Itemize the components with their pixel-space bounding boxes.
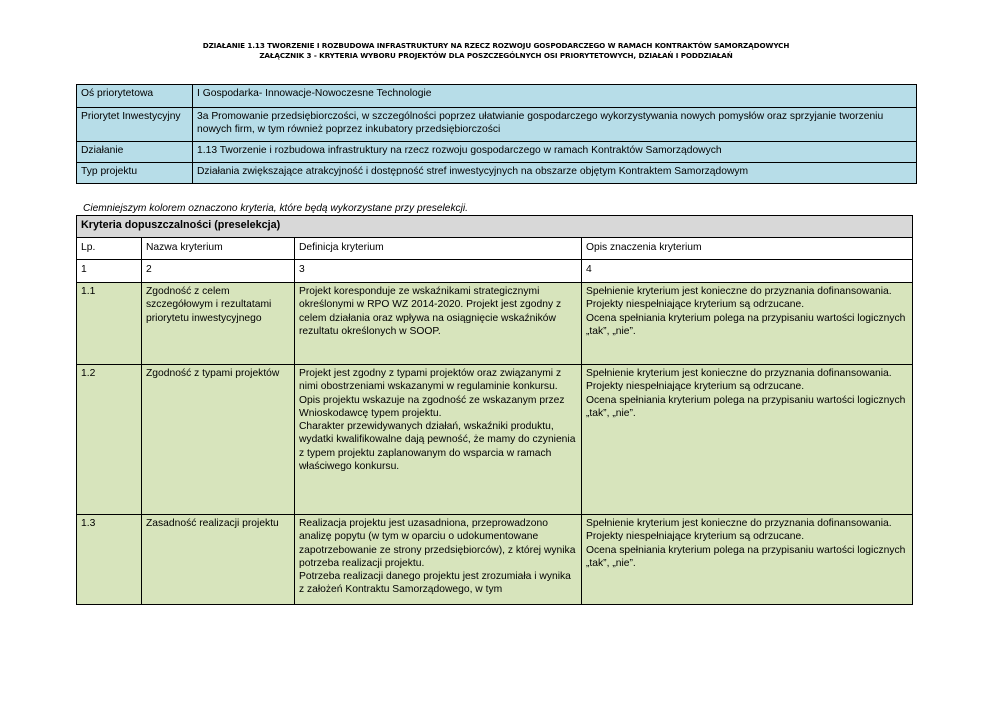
header-row bbox=[77, 238, 913, 260]
column-header-lp: Lp. bbox=[77, 238, 142, 260]
project-info-table bbox=[76, 84, 917, 184]
header-title: DZIAŁANIE 1.13 TWORZENIE I ROZBUDOWA INFRASTRUKTURY NA RZECZ ROZWOJU GOSPODARCZEGO W RAMACH KONTRAKTÓW SAMORZĄDOWYCH bbox=[202, 41, 790, 50]
info-label: Typ projektu bbox=[77, 163, 193, 184]
column-header-name: Nazwa kryterium bbox=[142, 238, 295, 260]
info-value: 1.13 Tworzenie i rozbudowa infrastruktury na rzecz rozwoju gospodarczego w ramach Kontraktów Samorządowych bbox=[193, 142, 917, 163]
info-label: Priorytet Inwestycyjny bbox=[77, 108, 193, 142]
info-row bbox=[77, 142, 917, 163]
column-header-description: Opis znaczenia kryterium bbox=[582, 238, 913, 260]
criterion-lp: 1.3 bbox=[77, 515, 142, 605]
criterion-lp: 1.2 bbox=[77, 365, 142, 515]
criterion-row bbox=[77, 365, 913, 515]
criteria-table bbox=[76, 215, 913, 605]
document-header bbox=[0, 41, 992, 61]
criterion-name: Zasadność realizacji projektu bbox=[142, 515, 295, 605]
column-number: 4 bbox=[582, 260, 913, 283]
info-value: 3a Promowanie przedsiębiorczości, w szczególności poprzez ułatwianie gospodarczego wykorzystywania nowych pomysłów oraz sprzyjanie tworzeniu nowych firm, w tym również poprzez inkubatory przedsiębiorczości bbox=[193, 108, 917, 142]
section-row bbox=[77, 216, 913, 238]
criterion-row bbox=[77, 515, 913, 605]
info-label: Oś priorytetowa bbox=[77, 85, 193, 108]
column-number: 2 bbox=[142, 260, 295, 283]
criterion-description: Spełnienie kryterium jest konieczne do przyznania dofinansowania. Projekty niespełniające kryterium są odrzucane. Ocena spełniania kryterium polega na przypisaniu wartości logicznych „tak”, „nie”. bbox=[582, 283, 913, 365]
criterion-definition: Projekt koresponduje ze wskaźnikami strategicznymi określonymi w RPO WZ 2014-2020. Projekt jest zgodny z celem działania oraz wpływa na osiągnięcie wskaźników rezultatu określonych w SOOP. bbox=[295, 283, 582, 365]
column-number: 1 bbox=[77, 260, 142, 283]
info-label: Działanie bbox=[77, 142, 193, 163]
criterion-lp: 1.1 bbox=[77, 283, 142, 365]
criterion-description: Spełnienie kryterium jest konieczne do przyznania dofinansowania. Projekty niespełniające kryterium są odrzucane. Ocena spełniania kryterium polega na przypisaniu wartości logicznych „tak”, „nie”. bbox=[582, 515, 913, 605]
numbering-row bbox=[77, 260, 913, 283]
preselection-note: Ciemniejszym kolorem oznaczono kryteria, które będą wykorzystane przy preselekcji. bbox=[83, 203, 469, 214]
column-number: 3 bbox=[295, 260, 582, 283]
criterion-name: Zgodność z celem szczegółowym i rezultatami priorytetu inwestycyjnego bbox=[142, 283, 295, 365]
info-row bbox=[77, 163, 917, 184]
section-title: Kryteria dopuszczalności (preselekcja) bbox=[77, 216, 913, 238]
criterion-definition: Realizacja projektu jest uzasadniona, przeprowadzono analizę popytu (w tym w oparciu o udokumentowane zapotrzebowanie ze strony przedsiębiorców), z której wynika potrzeba realizacji projektu. Potrzeba realizacji danego projektu jest zrozumiała i wynika z założeń Kontraktu Samorządowego, w tym bbox=[295, 515, 582, 605]
info-row bbox=[77, 85, 917, 108]
criterion-name: Zgodność z typami projektów bbox=[142, 365, 295, 515]
info-row bbox=[77, 108, 917, 142]
criterion-definition: Projekt jest zgodny z typami projektów oraz związanymi z nimi obostrzeniami wskazanymi w regulaminie konkursu. Opis projektu wskazuje na zgodność ze wskazanym przez Wnioskodawcę typem projektu. Charakter przewidywanych działań, wskaźniki produktu, wydatki kwalifikowalne dają pewność, że mamy do czynienia z typem projektu zaplanowanym do wsparcia w ramach właściwego konkursu. bbox=[295, 365, 582, 515]
info-value: Działania zwiększające atrakcyjność i dostępność stref inwestycyjnych na obszarze objętym Kontraktem Samorządowym bbox=[193, 163, 917, 184]
header-subtitle: ZAŁĄCZNIK 3 - KRYTERIA WYBORU PROJEKTÓW DLA POSZCZEGÓLNYCH OSI PRIORYTETOWYCH, DZIAŁAŃ I PODDZIAŁAŃ bbox=[259, 51, 733, 60]
info-value: I Gospodarka- Innowacje-Nowoczesne Technologie bbox=[193, 85, 917, 108]
criterion-row bbox=[77, 283, 913, 365]
criterion-description: Spełnienie kryterium jest konieczne do przyznania dofinansowania. Projekty niespełniające kryterium są odrzucane. Ocena spełniania kryterium polega na przypisaniu wartości logicznych „tak”, „nie”. bbox=[582, 365, 913, 515]
column-header-definition: Definicja kryterium bbox=[295, 238, 582, 260]
